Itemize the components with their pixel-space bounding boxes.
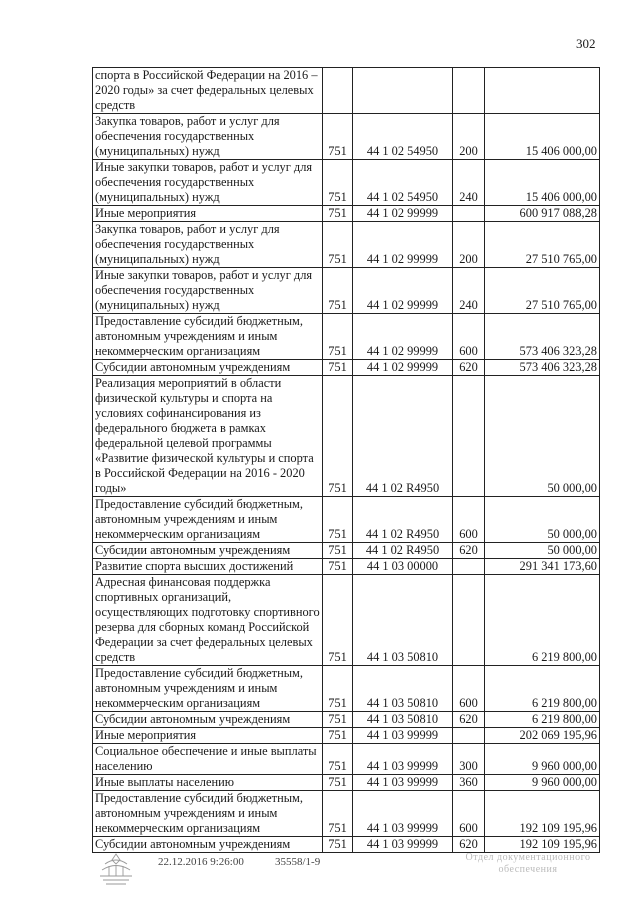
row-name-cell: Иные выплаты населению xyxy=(93,775,323,791)
table-row xyxy=(93,728,600,744)
row-csr-cell: 44 1 02 99999 xyxy=(353,206,453,222)
row-name-cell: Предоставление субсидий бюджетным, автономным учреждениям и иным некоммерческим организациям xyxy=(93,314,323,360)
table-row xyxy=(93,559,600,575)
row-glava-cell: 751 xyxy=(323,268,353,314)
table-row xyxy=(93,114,600,160)
row-glava-cell: 751 xyxy=(323,837,353,853)
footer-doc-number: 35558/1-9 xyxy=(275,856,321,868)
table-row xyxy=(93,268,600,314)
row-sum-cell: 202 069 195,96 xyxy=(485,728,600,744)
row-vr-cell: 200 xyxy=(453,114,485,160)
row-csr-cell: 44 1 03 99999 xyxy=(353,791,453,837)
row-sum-cell: 15 406 000,00 xyxy=(485,114,600,160)
row-sum-cell: 50 000,00 xyxy=(485,497,600,543)
row-vr-cell: 600 xyxy=(453,666,485,712)
row-name-cell: Субсидии автономным учреждениям xyxy=(93,360,323,376)
row-vr-cell: 240 xyxy=(453,160,485,206)
budget-table xyxy=(92,67,600,853)
row-glava-cell: 751 xyxy=(323,543,353,559)
table-row xyxy=(93,775,600,791)
table-row xyxy=(93,791,600,837)
row-vr-cell: 360 xyxy=(453,775,485,791)
table-row xyxy=(93,360,600,376)
footer-stamp: Отдел документационного обеспечения xyxy=(465,852,591,875)
budget-table-body xyxy=(93,68,600,853)
row-vr-cell xyxy=(453,575,485,666)
page-number: 302 xyxy=(576,36,596,51)
row-csr-cell: 44 1 02 99999 xyxy=(353,222,453,268)
row-sum-cell: 573 406 323,28 xyxy=(485,314,600,360)
row-csr-cell: 44 1 03 50810 xyxy=(353,575,453,666)
emblem-icon xyxy=(97,852,135,893)
row-name-cell: Иные мероприятия xyxy=(93,728,323,744)
row-csr-cell xyxy=(353,68,453,114)
row-name-cell: Субсидии автономным учреждениям xyxy=(93,543,323,559)
row-sum-cell: 15 406 000,00 xyxy=(485,160,600,206)
row-sum-cell: 27 510 765,00 xyxy=(485,222,600,268)
row-name-cell: Субсидии автономным учреждениям xyxy=(93,712,323,728)
row-vr-cell: 600 xyxy=(453,791,485,837)
row-name-cell: Закупка товаров, работ и услуг для обеспечения государственных (муниципальных) нужд xyxy=(93,222,323,268)
row-name-cell: Субсидии автономным учреждениям xyxy=(93,837,323,853)
row-csr-cell: 44 1 02 99999 xyxy=(353,314,453,360)
row-sum-cell xyxy=(485,68,600,114)
row-name-cell: Предоставление субсидий бюджетным, автономным учреждениям и иным некоммерческим организациям xyxy=(93,666,323,712)
row-glava-cell: 751 xyxy=(323,744,353,775)
row-glava-cell: 751 xyxy=(323,775,353,791)
table-row xyxy=(93,666,600,712)
row-name-cell: Предоставление субсидий бюджетным, автономным учреждениям и иным некоммерческим организациям xyxy=(93,791,323,837)
row-glava-cell: 751 xyxy=(323,559,353,575)
row-vr-cell xyxy=(453,559,485,575)
table-row xyxy=(93,68,600,114)
row-glava-cell: 751 xyxy=(323,712,353,728)
row-vr-cell: 300 xyxy=(453,744,485,775)
row-vr-cell xyxy=(453,376,485,497)
row-csr-cell: 44 1 03 99999 xyxy=(353,728,453,744)
row-vr-cell: 620 xyxy=(453,712,485,728)
row-glava-cell: 751 xyxy=(323,360,353,376)
table-row xyxy=(93,314,600,360)
row-csr-cell: 44 1 02 99999 xyxy=(353,360,453,376)
table-row xyxy=(93,744,600,775)
row-name-cell: Закупка товаров, работ и услуг для обеспечения государственных (муниципальных) нужд xyxy=(93,114,323,160)
table-row xyxy=(93,376,600,497)
row-name-cell: Реализация мероприятий в области физической культуры и спорта на условиях софинансирования из федерального бюджета в рамках федеральной целевой программы «Развитие физической культуры и спорта в Российской Федерации на 2016 - 2020 годы» xyxy=(93,376,323,497)
row-name-cell: Иные закупки товаров, работ и услуг для обеспечения государственных (муниципальных) нужд xyxy=(93,268,323,314)
row-csr-cell: 44 1 02 54950 xyxy=(353,160,453,206)
row-sum-cell: 192 109 195,96 xyxy=(485,837,600,853)
row-glava-cell: 751 xyxy=(323,160,353,206)
footer-datetime: 22.12.2016 9:26:00 xyxy=(158,856,244,868)
row-sum-cell: 6 219 800,00 xyxy=(485,666,600,712)
row-vr-cell: 600 xyxy=(453,314,485,360)
table-row xyxy=(93,222,600,268)
row-sum-cell: 9 960 000,00 xyxy=(485,775,600,791)
row-glava-cell: 751 xyxy=(323,575,353,666)
row-glava-cell: 751 xyxy=(323,114,353,160)
row-vr-cell: 620 xyxy=(453,837,485,853)
row-csr-cell: 44 1 02 99999 xyxy=(353,268,453,314)
row-glava-cell: 751 xyxy=(323,791,353,837)
table-row xyxy=(93,543,600,559)
row-name-cell: Иные мероприятия xyxy=(93,206,323,222)
table-row xyxy=(93,575,600,666)
row-csr-cell: 44 1 02 54950 xyxy=(353,114,453,160)
row-sum-cell: 600 917 088,28 xyxy=(485,206,600,222)
row-glava-cell: 751 xyxy=(323,206,353,222)
table-row xyxy=(93,206,600,222)
row-name-cell: Социальное обеспечение и иные выплаты населению xyxy=(93,744,323,775)
row-name-cell: спорта в Российской Федерации на 2016 – 2020 годы» за счет федеральных целевых средств xyxy=(93,68,323,114)
row-csr-cell: 44 1 03 50810 xyxy=(353,666,453,712)
row-name-cell: Развитие спорта высших достижений xyxy=(93,559,323,575)
row-sum-cell: 27 510 765,00 xyxy=(485,268,600,314)
table-row xyxy=(93,712,600,728)
row-glava-cell: 751 xyxy=(323,497,353,543)
table-row xyxy=(93,837,600,853)
row-csr-cell: 44 1 02 R4950 xyxy=(353,543,453,559)
row-csr-cell: 44 1 03 99999 xyxy=(353,775,453,791)
table-row xyxy=(93,160,600,206)
row-name-cell: Иные закупки товаров, работ и услуг для обеспечения государственных (муниципальных) нужд xyxy=(93,160,323,206)
row-sum-cell: 50 000,00 xyxy=(485,543,600,559)
row-csr-cell: 44 1 02 R4950 xyxy=(353,497,453,543)
row-name-cell: Предоставление субсидий бюджетным, автономным учреждениям и иным некоммерческим организациям xyxy=(93,497,323,543)
row-vr-cell xyxy=(453,206,485,222)
row-name-cell: Адресная финансовая поддержка спортивных организаций, осуществляющих подготовку спортивного резерва для сборных команд Российской Федерации за счет федеральных целевых средств xyxy=(93,575,323,666)
row-vr-cell: 620 xyxy=(453,543,485,559)
row-csr-cell: 44 1 03 50810 xyxy=(353,712,453,728)
row-glava-cell: 751 xyxy=(323,376,353,497)
row-csr-cell: 44 1 03 99999 xyxy=(353,744,453,775)
row-sum-cell: 6 219 800,00 xyxy=(485,712,600,728)
row-vr-cell: 200 xyxy=(453,222,485,268)
row-csr-cell: 44 1 02 R4950 xyxy=(353,376,453,497)
row-glava-cell xyxy=(323,68,353,114)
row-vr-cell: 620 xyxy=(453,360,485,376)
row-glava-cell: 751 xyxy=(323,222,353,268)
table-row xyxy=(93,497,600,543)
row-vr-cell: 240 xyxy=(453,268,485,314)
row-glava-cell: 751 xyxy=(323,314,353,360)
row-sum-cell: 6 219 800,00 xyxy=(485,575,600,666)
row-csr-cell: 44 1 03 99999 xyxy=(353,837,453,853)
row-csr-cell: 44 1 03 00000 xyxy=(353,559,453,575)
row-vr-cell xyxy=(453,728,485,744)
row-sum-cell: 192 109 195,96 xyxy=(485,791,600,837)
row-vr-cell xyxy=(453,68,485,114)
row-sum-cell: 573 406 323,28 xyxy=(485,360,600,376)
row-glava-cell: 751 xyxy=(323,666,353,712)
row-sum-cell: 9 960 000,00 xyxy=(485,744,600,775)
row-glava-cell: 751 xyxy=(323,728,353,744)
row-vr-cell: 600 xyxy=(453,497,485,543)
row-sum-cell: 50 000,00 xyxy=(485,376,600,497)
row-sum-cell: 291 341 173,60 xyxy=(485,559,600,575)
